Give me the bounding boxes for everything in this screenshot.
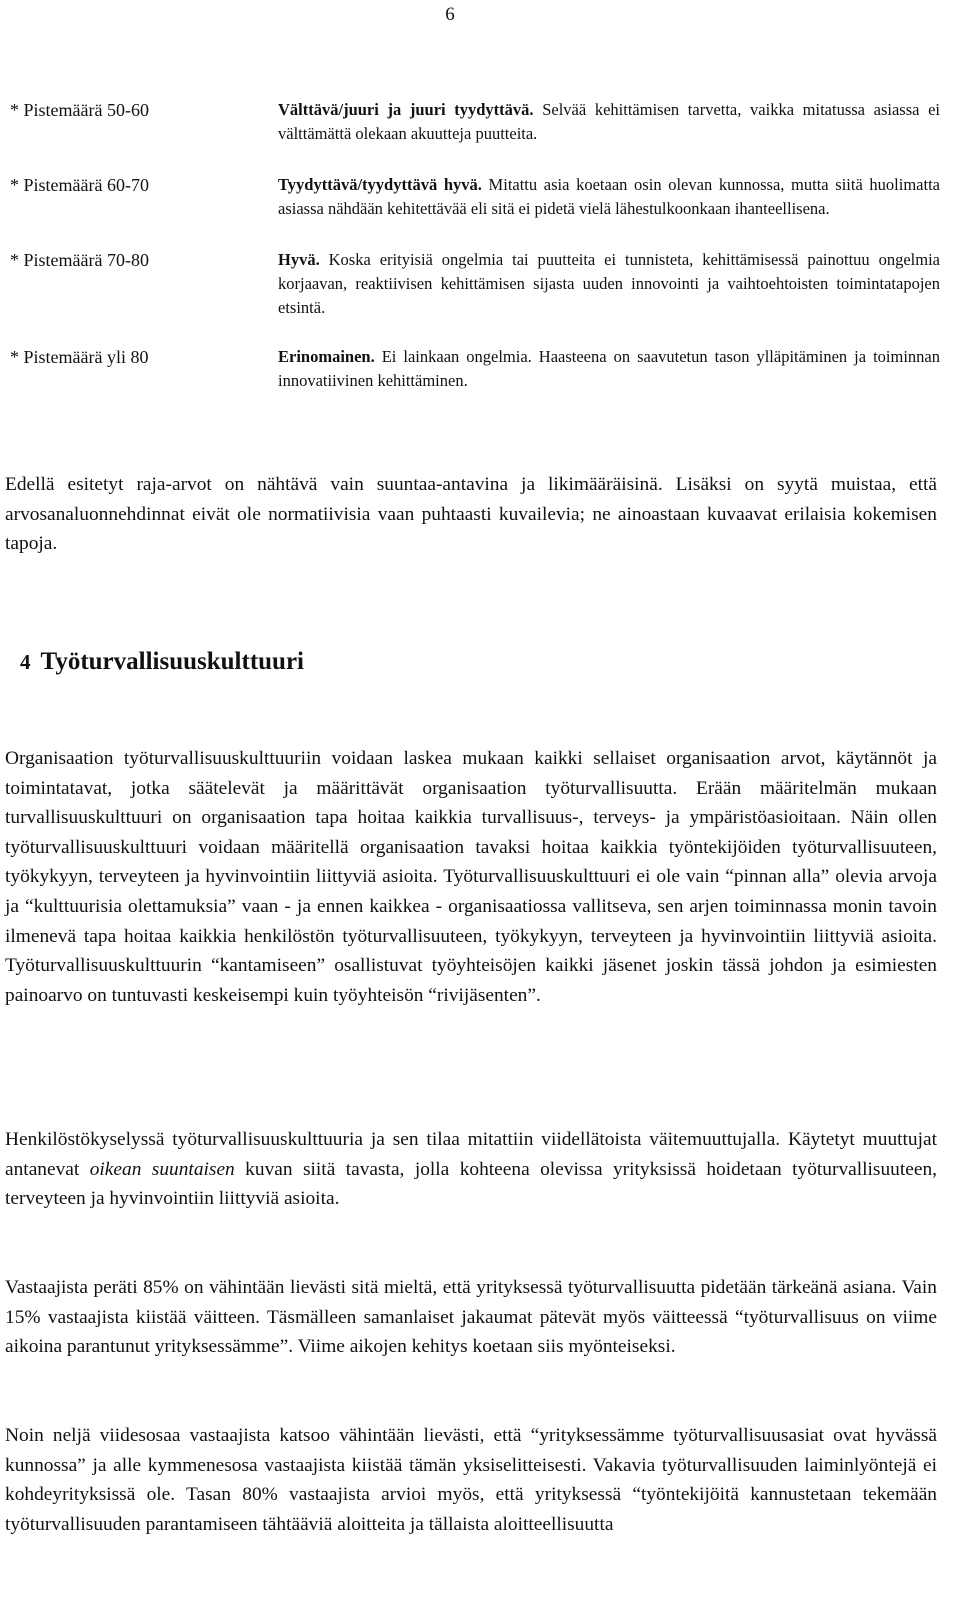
note-paragraph: Edellä esitetyt raja-arvot on nähtävä vain suuntaa-antavina ja likimääräisinä. Lisäksi on syytä muistaa, että arvosanaluonnehdinnat eivät ole normatiivisia vaan puhtaasti kuvailevia; ne ainoastaan kuvaavat erilaisia kokemisen tapoja. (5, 474, 937, 555)
emphasized-text: oikean suuntaisen (89, 1158, 235, 1180)
score-title: Tyydyttävä/tyydyttävä hyvä. (278, 175, 482, 194)
section-number: 4 (20, 650, 31, 674)
score-description (278, 345, 940, 393)
paragraph-block (5, 744, 937, 1010)
score-range: * Pistemäärä 70-80 (10, 250, 149, 270)
section-title: Työturvallisuuskulttuuri (40, 648, 305, 675)
score-row (10, 98, 940, 146)
paragraph-block (5, 1273, 937, 1362)
score-description (278, 248, 940, 320)
body-paragraph: Organisaation työturvallisuuskulttuuriin voidaan laskea mukaan kaikki sellaiset organisaation arvot, käytännöt ja toimintatavat, jotka säätelevät ja määrittävät organisaation työturvallisuutta. Erään määritelmän mukaan turvallisuuskulttuuri on organisaation tapa hoitaa kaikkia turvallisuus-, terveys- ja ympäristöasioitaan. Näin ollen työturvallisuuskulttuuri voidaan määritellä organisaation tavaksi hoitaa kaikkia työntekijöiden työturvallisuuteen, työkykyyn, terveyteen ja hyvinvointiin liittyviä asioita. Työturvallisuuskulttuuri ei ole vain “pinnan alla” olevia arvoja ja “kulttuurisia olettamuksia” vaan - ja ennen kaikkea - organisaatiossa vallitseva, sen arjen toiminnassa monin tavoin ilmenevä tapa hoitaa kaikkia henkilöstön työturvallisuuteen, työkykyyn, terveyteen ja hyvinvointiin liittyviä asioita. Työturvallisuuskulttuurin “kantamiseen” osallistuvat työyhteisöjen kaikki jäsenet joskin tässä johdon ja esimiesten painoarvo on tuntuvasti keskeisempi kuin työyhteisön “rivijäsenten”. (5, 748, 937, 1006)
body-paragraph (5, 1125, 937, 1214)
score-title: Hyvä. (278, 250, 320, 269)
score-text: Koska erityisiä ongelmia tai puutteita ei tunnisteta, kehittämisessä painottuu ongelmia korjaavan, reaktiivisen kehittämisen sijasta uuden innovointi ja vaihtoehtoisten toimintatapojen etsintä. (278, 250, 940, 317)
score-row (10, 248, 940, 320)
score-list (10, 98, 940, 413)
page-number: 6 (445, 4, 455, 25)
score-text: Mitattu asia koetaan osin olevan kunnossa, mutta siitä huolimatta asiassa nähdään kehitettävää eli sitä ei pidetä vielä lähestulkoonkaan ihanteellisena. (278, 175, 940, 218)
score-description (278, 173, 940, 221)
paragraph-block (5, 1125, 937, 1214)
score-range: * Pistemäärä 60-70 (10, 175, 149, 195)
score-text: Selvää kehittämisen tarvetta, vaikka mitatussa asiassa ei välttämättä olekaan akuutteja puutteita. (278, 100, 940, 143)
body-paragraph: Vastaajista peräti 85% on vähintään lievästi sitä mieltä, että yrityksessä työturvallisuutta pidetään tärkeänä asiana. Vain 15% vastaajista kiistää väitteen. Täsmälleen samanlaiset jakaumat pätevät myös väitteessä “työturvallisuus on viime aikoina parantunut yrityksessämme”. Viime aikojen kehitys koetaan siis myönteiseksi. (5, 1277, 937, 1358)
paragraph-block (5, 1421, 937, 1539)
score-row (10, 345, 940, 393)
note-block (5, 470, 937, 559)
section-heading (20, 648, 304, 676)
paragraph-text: kuvan siitä tavasta, jolla kohteena olevissa yrityksissä hoidetaan työturvallisuuteen, terveyteen ja hyvinvointiin liittyviä asioita. (5, 1158, 938, 1210)
paragraph-text: Henkilöstökyselyssä työturvallisuuskulttuuria ja sen tilaa mitattiin viidellätoista väitemuuttujalla. Käytetyt muuttujat antanevat (5, 1129, 937, 1180)
score-row (10, 173, 940, 221)
score-description (278, 98, 940, 146)
score-range: * Pistemäärä yli 80 (10, 347, 149, 367)
body-paragraph: Noin neljä viidesosaa vastaajista katsoo vähintään lievästi, että “yrityksessämme työturvallisuusasiat ovat hyvässä kunnossa” ja alle kymmenesosa vastaajista kiistää tämän yksiselitteisesti. Vakavia työturvallisuuden laiminlyöntejä ei kohdeyrityksissä ole. Tasan 80% vastaajista arvioi myös, että yrityksessä “työntekijöitä kannustetaan tekemään työturvallisuuden parantamiseen tähtääviä aloitteita ja tällaista aloitteellisuutta (5, 1425, 937, 1535)
score-title: Erinomainen. (278, 347, 375, 366)
score-text: Ei lainkaan ongelmia. Haasteena on saavutetun tason ylläpitäminen ja toiminnan innovatiivinen kehittäminen. (278, 347, 940, 390)
score-range: * Pistemäärä 50-60 (10, 100, 149, 120)
score-title: Välttävä/juuri ja juuri tyydyttävä. (278, 100, 534, 119)
